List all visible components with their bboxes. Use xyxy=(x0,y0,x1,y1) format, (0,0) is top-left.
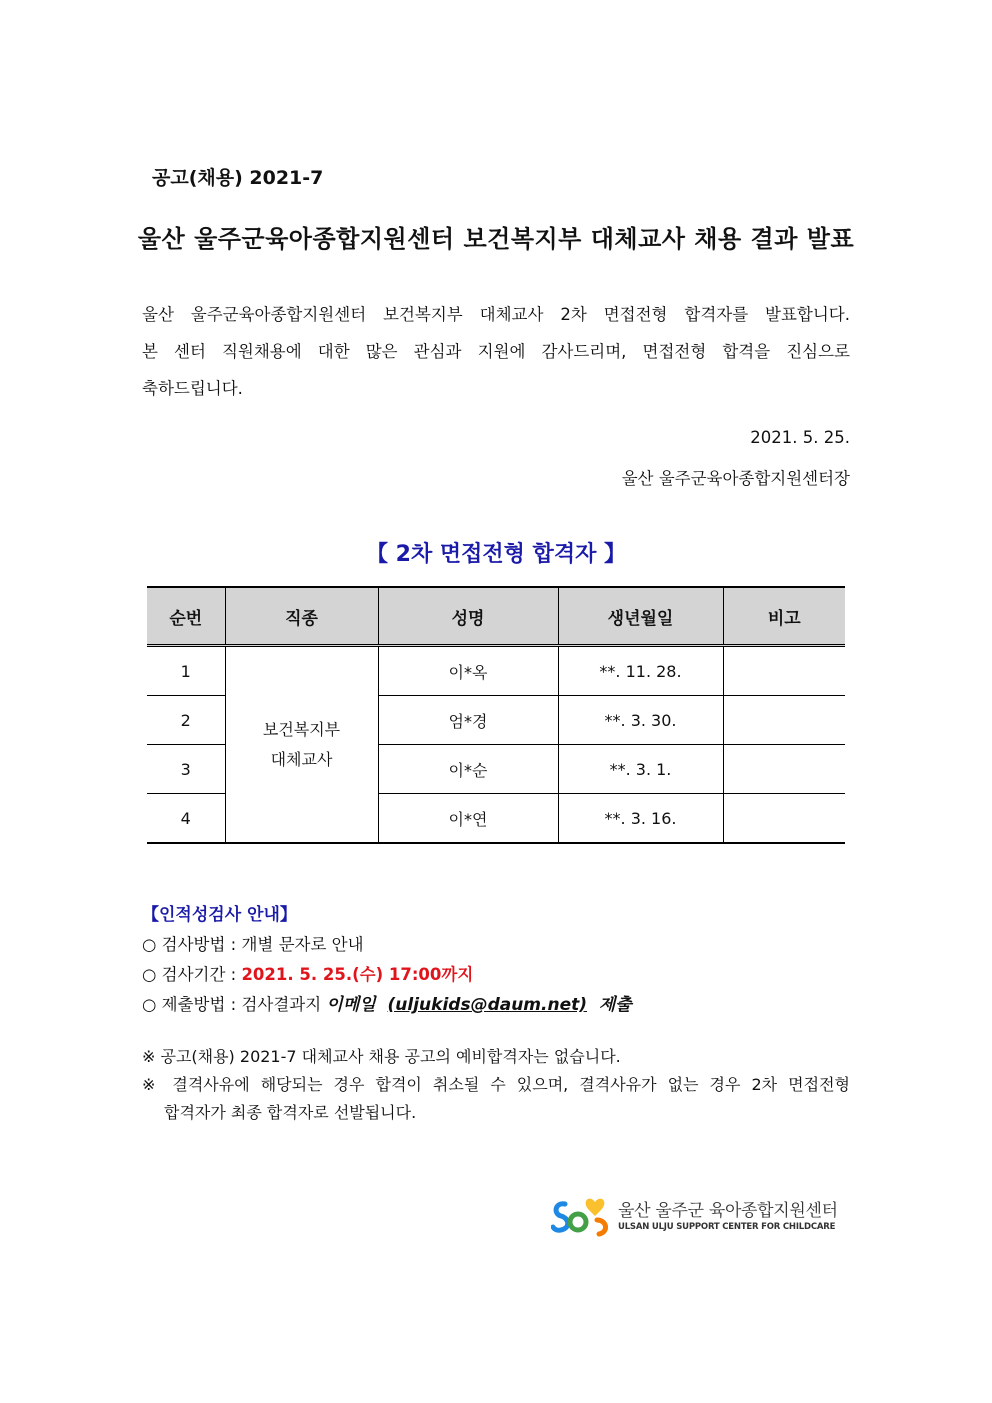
email-word: 이메일 xyxy=(326,995,376,1015)
submit-suffix: 제출 xyxy=(598,995,632,1015)
center-logo-icon xyxy=(551,1192,617,1242)
row-birth: **. 3. 1. xyxy=(558,745,723,794)
row-note xyxy=(723,646,845,696)
header-birth: 생년월일 xyxy=(558,587,723,646)
row-birth: **. 11. 28. xyxy=(558,646,723,696)
job-type-line-2: 대체교사 xyxy=(270,749,333,769)
row-birth: **. 3. 30. xyxy=(558,696,723,745)
email-address[interactable]: (uljukids@daum.net) xyxy=(387,995,588,1015)
intro-line-1: 울산 울주군육아종합지원센터 보건복지부 대체교사 2차 면접전형 합격자를 발표합니다. xyxy=(142,305,850,324)
note-2: ※ 결격사유에 해당되는 경우 합격이 취소될 수 있으며, 결격사유가 없는 경우 2차 면접전형 xyxy=(142,1075,850,1094)
job-type-cell xyxy=(225,646,378,844)
issuer: 울산 울주군육아종합지원센터장 xyxy=(621,469,850,488)
intro-line-2: 본 센터 직원채용에 대한 많은 관심과 지원에 감사드리며, 면접전형 합격을 진심으로 xyxy=(142,342,850,361)
row-note xyxy=(723,696,845,745)
notice-number: 공고(채용) 2021-7 xyxy=(152,167,324,189)
table-row xyxy=(147,646,845,696)
row-no: 2 xyxy=(147,696,225,745)
job-type-line-1: 보건복지부 xyxy=(262,719,341,739)
row-no: 3 xyxy=(147,745,225,794)
note-1: ※ 공고(채용) 2021-7 대체교사 채용 공고의 예비합격자는 없습니다. xyxy=(142,1047,621,1066)
test-period xyxy=(142,960,632,990)
row-no: 4 xyxy=(147,794,225,844)
row-note xyxy=(723,745,845,794)
document-title: 울산 울주군육아종합지원센터 보건복지부 대체교사 채용 결과 발표 xyxy=(137,225,855,253)
section-title: 【 2차 면접전형 합격자 】 xyxy=(366,542,626,567)
row-note xyxy=(723,794,845,844)
header-job: 직종 xyxy=(225,587,378,646)
announcement-date: 2021. 5. 25. xyxy=(750,428,850,447)
test-method: ○ 검사방법 : 개별 문자로 안내 xyxy=(142,935,364,954)
intro-paragraph xyxy=(142,296,850,407)
test-period-value: 2021. 5. 25.(수) 17:00까지 xyxy=(241,965,474,984)
logo-subtitle: ULSAN ULJU SUPPORT CENTER FOR CHILDCARE xyxy=(618,1222,836,1232)
table-header-row xyxy=(147,587,845,646)
results-table xyxy=(147,586,845,844)
row-name: 이*옥 xyxy=(378,646,558,696)
test-submit-label: ○ 제출방법 : 검사결과지 xyxy=(142,995,327,1014)
header-no: 순번 xyxy=(147,587,225,646)
email-address-link[interactable] xyxy=(388,995,588,1015)
test-submit xyxy=(142,990,632,1020)
row-name: 이*연 xyxy=(378,794,558,844)
row-name: 엄*경 xyxy=(378,696,558,745)
test-period-label: ○ 검사기간 : xyxy=(142,965,242,984)
row-birth: **. 3. 16. xyxy=(558,794,723,844)
logo-name: 울산 울주군 육아종합지원센터 xyxy=(618,1201,838,1221)
header-note: 비고 xyxy=(723,587,845,646)
intro-line-3: 축하드립니다. xyxy=(142,379,243,398)
row-name: 이*순 xyxy=(378,745,558,794)
row-no: 1 xyxy=(147,646,225,696)
notes xyxy=(142,1043,850,1127)
header-name: 성명 xyxy=(378,587,558,646)
note-2-continued: 합격자가 최종 합격자로 선발됩니다. xyxy=(164,1103,417,1122)
personality-test-title: 【인적성검사 안내】 xyxy=(142,905,297,925)
personality-test-list xyxy=(142,930,632,1020)
